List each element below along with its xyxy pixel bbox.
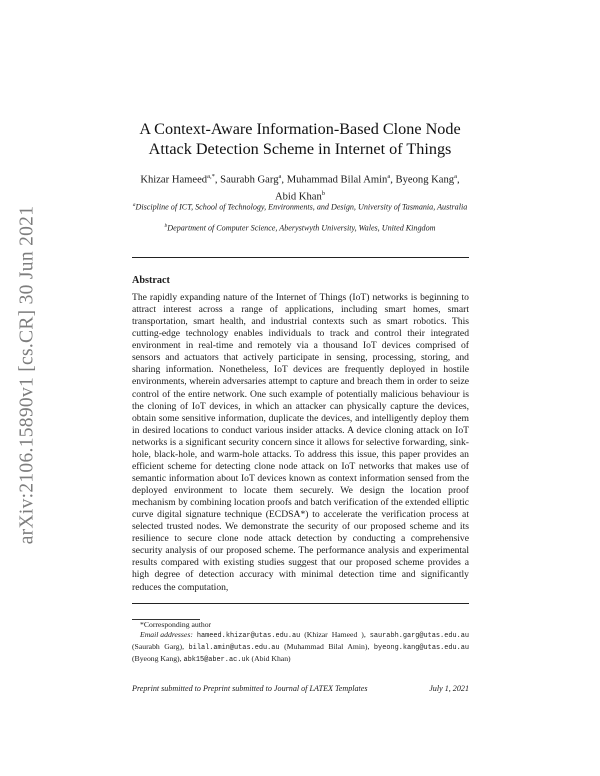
- paper-title: [100, 120, 500, 159]
- corresponding-note: *Corresponding author: [140, 620, 212, 629]
- author-list: Khizar Hameed$^{a,*}$, Saurabh Garg$^a$, Muhammad Bilal Amin$^a$, Byeong Kang$^a$, Abid Khan$^b$: [140, 173, 460, 203]
- email-address: saurabh.garg@utas.edu.au: [369, 631, 470, 640]
- corresponding-text: Corresponding author: [143, 620, 212, 629]
- affiliation-b: [132, 222, 468, 233]
- abstract-top-rule: [132, 257, 469, 258]
- footnotes: [132, 620, 469, 666]
- author-sup: a,*: [207, 173, 215, 180]
- arxiv-identifier-stamp: [14, 185, 40, 565]
- email-owner: (Khizar Hameed ),: [304, 629, 366, 639]
- footer-date: July 1, 2021: [429, 684, 469, 693]
- affiliation-text: Discipline of ICT, School of Technology, Environments, and Design, University of Tasmania, Australia: [135, 202, 468, 212]
- author-sup: a: [387, 173, 391, 180]
- affiliation-a: [132, 201, 468, 212]
- abstract-body: The rapidly expanding nature of the Internet of Things (IoT) networks is beginning to attract interest across a range of applications, including smart homes, smart transportation, smart health, and industrial contexts such as smart robotics. This cutting-edge technology enables individuals to track and control their integrated environment in real-time and remotely via a thousand IoT devices comprised of sensors and actuators that actively participate in sensing, processing, storing, and sharing information. Nonetheless, IoT devices are frequently deployed in hostile environments, wherein adversaries attempt to capture and breach them in order to seize control of the entire network. One such example of potentially malicious behaviour is the cloning of IoT devices, in which an attacker can physically capture the devices, obtain some sensitive information, duplicate the devices, and intelligently deploy them in desired locations to conduct various insider attacks. A device cloning attack on IoT networks is a significant security concern since it allows for selective forwarding, sink-hole, black-hole, and warm-hole attacks. To address this issue, this paper provides an efficient scheme for detecting clone node attack on IoT networks that makes use of semantic information about IoT devices known as context information sensed from the deployed environment to locate them securely. We design the location proof mechanism by combining location proofs and batch verification of the extended elliptic curve digital signature technique (ECDSA*) to accelerate the verification process at selected trusted nodes. We demonstrate the security of our proposed scheme and its resilience to secure clone node attack detection by conducting a comprehensive security analysis of our proposed scheme. The performance analysis and experimental results compared with existing studies suggest that our proposed scheme provides a high degree of detection accuracy with minimal detection time and significantly reduces the computation,: [132, 292, 469, 593]
- email-address: bilal.amin@utas.edu.au: [188, 643, 280, 652]
- author-name: Abid Khan: [274, 191, 322, 203]
- title-line-2: Attack Detection Scheme in Internet of Things: [148, 139, 452, 158]
- email-owner: (Muhammad Bilal Amin),: [284, 641, 370, 651]
- author-name: Khizar Hameed: [140, 174, 208, 186]
- page-footer: [132, 684, 469, 693]
- email-address: abk15@aber.ac.uk: [183, 655, 250, 664]
- footer-journal: Preprint submitted to Preprint submitted to Journal of LATEX Templates: [132, 684, 368, 693]
- author-sup: b: [321, 190, 326, 198]
- author-name: Saurabh Garg: [220, 174, 279, 186]
- email-owner: (Abid Khan): [251, 653, 291, 663]
- arxiv-stamp-text: arXiv:2106.15890v1 [cs.CR] 30 Jun 2021: [16, 205, 37, 545]
- email-owner: (Saurabh Garg),: [132, 641, 184, 651]
- email-address: byeong.kang@utas.edu.au: [373, 643, 470, 652]
- author-sup: a: [454, 173, 457, 180]
- author-name: Byeong Kang: [395, 174, 455, 186]
- abstract-bottom-rule: [132, 603, 469, 604]
- abstract-heading: Abstract: [132, 275, 170, 286]
- email-label: Email addresses:: [140, 629, 193, 639]
- affiliation-text: Department of Computer Science, Aberystwyth University, Wales, United Kingdom: [167, 223, 436, 233]
- affiliation-mark: a: [132, 202, 136, 208]
- email-owner: (Byeong Kang),: [132, 653, 182, 663]
- author-sup: a: [278, 173, 282, 180]
- author-name: Muhammad Bilal Amin: [286, 174, 388, 186]
- affiliation-mark: b: [164, 223, 168, 229]
- email-address: hameed.khizar@utas.edu.au: [196, 631, 301, 640]
- title-line-1: A Context-Aware Information-Based Clone Node: [139, 120, 461, 138]
